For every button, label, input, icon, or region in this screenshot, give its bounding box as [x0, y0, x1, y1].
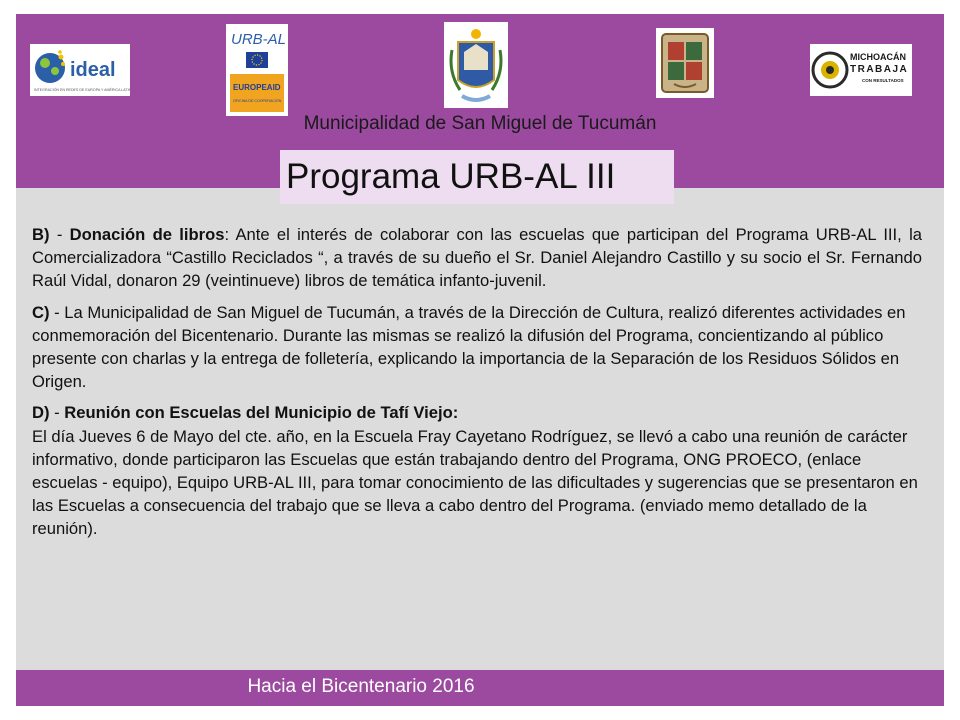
program-title-box [280, 150, 674, 204]
paragraph-d-text: El día Jueves 6 de Mayo del cte. año, en la Escuela Fray Cayetano Rodríguez, se llevó a cabo una reunión de carácter informativo, donde participaron las Escuelas que están trabajando dentro del Programa, ONG PROECO, (enlace escuelas - equipo), Equipo URB-AL III, para tomar conocimiento de las dificultades y sugerencias que se presentaron en las Escuelas a consecuencia del trabajo que se lleva a cabo dentro del Programa. (enviado memo detallado de la reunión). [32, 426, 918, 539]
michoacan-name: MICHOACÁN [850, 52, 906, 62]
paragraph-c-sep: - [49, 302, 65, 322]
seal-icon [656, 28, 714, 98]
urbal-wordmark: URB-AL [231, 31, 287, 48]
ideal-globe-icon [30, 44, 130, 96]
urbal-logo [226, 24, 288, 116]
paragraph-b-text: : Ante el interés de colaborar con las escuelas que participan del Programa URB-AL III, la Comercializadora “Castillo Reciclados “, a través de su dueño el Sr. Daniel Alejandro Castillo y su socio el Sr. Fernando Raúl Vidal, donaron 29 (veintinueve) libros de temática infanto-juvenil. [32, 225, 922, 291]
eu-flag-icon [246, 52, 268, 68]
footer-band [16, 670, 944, 706]
paragraph-b [32, 223, 922, 293]
paragraph-b-sep: - [49, 225, 70, 244]
michoacan-trabaja: TRABAJA [850, 64, 909, 75]
coat-of-arms-icon [444, 22, 508, 108]
paragraph-b-label: B) [32, 225, 50, 244]
paragraph-c [32, 301, 922, 394]
paragraph-d-title: Reunión con Escuelas del Municipio de Tafí Viejo: [64, 403, 459, 423]
tucuman-coat-of-arms [444, 22, 508, 108]
municipality-title: Municipalidad de San Miguel de Tucumán [303, 113, 657, 134]
ideal-wordmark: ideal [70, 59, 116, 81]
ideal-logo [30, 44, 130, 96]
paragraph-c-text: La Municipalidad de San Miguel de Tucumán, a través de la Dirección de Cultura, realizó diferentes actividades en conmemoración del Bicentenario. Durante las mismas se realizó la difusión del Programa, concientizando al público presente con charlas y la entrega de folletería, explicando la importancia de la Separación de los Residuos Sólidos en Origen. [32, 302, 906, 392]
michoacan-trabaja-logo [810, 44, 912, 96]
urbal-europeaid: EUROPEAID [233, 83, 281, 92]
urbal-oficina: OFICINA DE COOPERACIÓN [233, 99, 282, 103]
paragraph-b-title: Donación de libros [69, 225, 225, 244]
paragraph-c-label: C) [32, 302, 50, 322]
paragraph-d-label: D) [32, 403, 50, 423]
paragraph-d-sep: - [49, 403, 65, 423]
slide-frame [16, 14, 944, 706]
paragraph-d [32, 401, 922, 540]
body-content [32, 223, 922, 549]
ideal-tagline: INTEGRACIÓN EN REDES DE EUROPA Y AMÉRICA LATINA [34, 88, 130, 92]
footer-text: Hacia el Bicentenario 2016 [247, 676, 475, 697]
michoacan-resultados: CON RESULTADOS [862, 78, 904, 83]
michoacan-seal [656, 28, 714, 98]
program-title: Programa URB-AL III [286, 157, 616, 196]
